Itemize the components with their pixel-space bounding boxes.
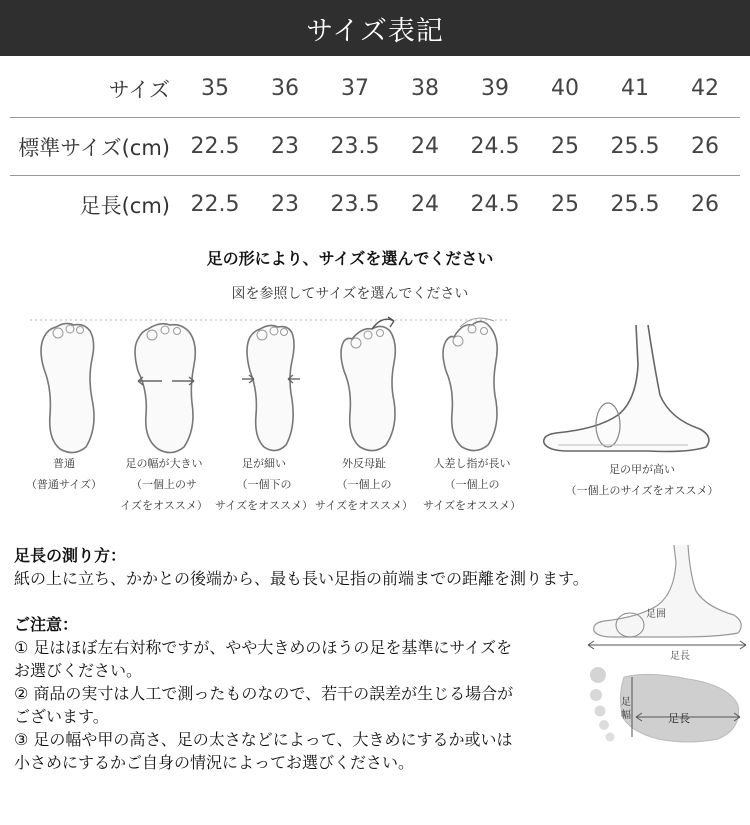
header-bar	[0, 0, 750, 56]
table-row	[10, 176, 740, 233]
table-cell: 39	[481, 76, 509, 101]
caption-line: サイズをオススメ）	[214, 499, 313, 512]
caption-line: （一個上のサイズをオススメ）	[565, 484, 719, 497]
row-label: 足長(cm)	[79, 193, 170, 218]
caption-line: 普通	[53, 457, 75, 470]
table-cell: 22.5	[190, 134, 240, 159]
table-cell: 23.5	[330, 134, 380, 159]
caution-title: ご注意：	[14, 615, 79, 634]
caution-line: ① 足はほぼ左右対称ですが、やや大きめのほうの足を基準にサイズを	[14, 638, 513, 657]
caption-line: 足の幅が大きい	[125, 457, 203, 470]
notes-section	[14, 544, 589, 774]
table-cell: 23	[271, 192, 299, 217]
foot-caption	[556, 459, 728, 501]
caption-line: 外反母趾	[342, 457, 386, 470]
caution-line: 小さめにするかご自身の情況によってお選びください。	[14, 753, 415, 772]
row-label: サイズ	[108, 77, 170, 102]
table-cell: 25.5	[610, 134, 660, 159]
width-label-char: 足	[621, 697, 631, 708]
high-instep-foot-icon	[538, 325, 718, 455]
page-title: サイズ表記	[306, 15, 444, 47]
table-cell: 24.5	[470, 192, 520, 217]
caption-line: （普通サイズ）	[25, 478, 103, 491]
measure-title: 足長の測り方：	[14, 546, 127, 565]
caution-line: ③ 足の幅や甲の高さ、足の太さなどによって、大きめにするか或いは	[14, 730, 513, 749]
table-cell: 35	[201, 76, 229, 101]
foot-shape-title: 足の形により、サイズを選んでください	[206, 249, 494, 268]
table-cell: 26	[691, 192, 719, 217]
table-row	[10, 118, 740, 176]
foot-caption	[214, 453, 314, 516]
caption-line: 人差し指が長い	[433, 457, 511, 470]
caption-line: イズをオススメ）	[120, 499, 208, 512]
table-cell: 41	[621, 76, 649, 101]
bunion-foot-icon	[336, 309, 412, 459]
caption-line: （一個上の	[444, 478, 500, 491]
foot-caption	[112, 453, 216, 516]
table-cell: 23.5	[330, 192, 380, 217]
measure-text: 紙の上に立ち、かかとの後端から、最も長い足指の前端までの距離を測ります。	[14, 569, 589, 588]
caption-line: 足の甲が高い	[609, 463, 675, 476]
caption-line: （一個上のサ	[131, 478, 197, 491]
caption-line: サイズをオススメ）	[422, 499, 521, 512]
table-cell: 38	[411, 76, 439, 101]
caution-line: お選びください。	[14, 661, 143, 680]
table-cell: 24	[411, 134, 439, 159]
table-cell: 25.5	[610, 192, 660, 217]
table-cell: 25	[551, 192, 579, 217]
wide-foot-icon	[132, 319, 204, 459]
caution-line: ② 商品の実寸は人工で測ったものなので、若干の誤差が生じる場合が	[14, 684, 514, 703]
normal-foot-icon	[36, 319, 106, 459]
narrow-foot-icon	[238, 319, 308, 459]
row-label: 標準サイズ(cm)	[18, 135, 170, 160]
foot-shape-subtitle: 図を参照してサイズを選んでください	[231, 286, 469, 302]
table-cell: 36	[271, 76, 299, 101]
caption-line: （一個下の	[236, 478, 292, 491]
table-cell: 22.5	[190, 192, 240, 217]
caption-line: （一個上の	[336, 478, 392, 491]
table-cell: 24.5	[470, 134, 520, 159]
caution-line: ございます。	[14, 707, 109, 726]
foot-caption	[420, 453, 524, 516]
foot-caption	[20, 453, 108, 495]
table-cell: 40	[551, 76, 579, 101]
foot-caption	[314, 453, 414, 516]
table-cell: 23	[271, 134, 299, 159]
table-cell: 25	[551, 134, 579, 159]
caption-line: 足が細い	[242, 457, 286, 470]
caption-line: サイズをオススメ）	[314, 499, 413, 512]
length-label: 足長	[670, 651, 690, 662]
size-table	[10, 60, 740, 233]
table-row	[10, 60, 740, 118]
girth-label: 足囲	[646, 609, 666, 620]
table-cell: 37	[341, 76, 369, 101]
table-cell: 26	[691, 134, 719, 159]
table-cell: 24	[411, 192, 439, 217]
length-label-2: 足長	[668, 712, 690, 725]
table-cell: 42	[691, 76, 719, 101]
long-toe-foot-icon	[438, 311, 514, 459]
foot-shapes-panel	[0, 305, 750, 520]
foot-measure-diagram	[578, 545, 748, 755]
width-label-char: 幅	[621, 710, 631, 721]
